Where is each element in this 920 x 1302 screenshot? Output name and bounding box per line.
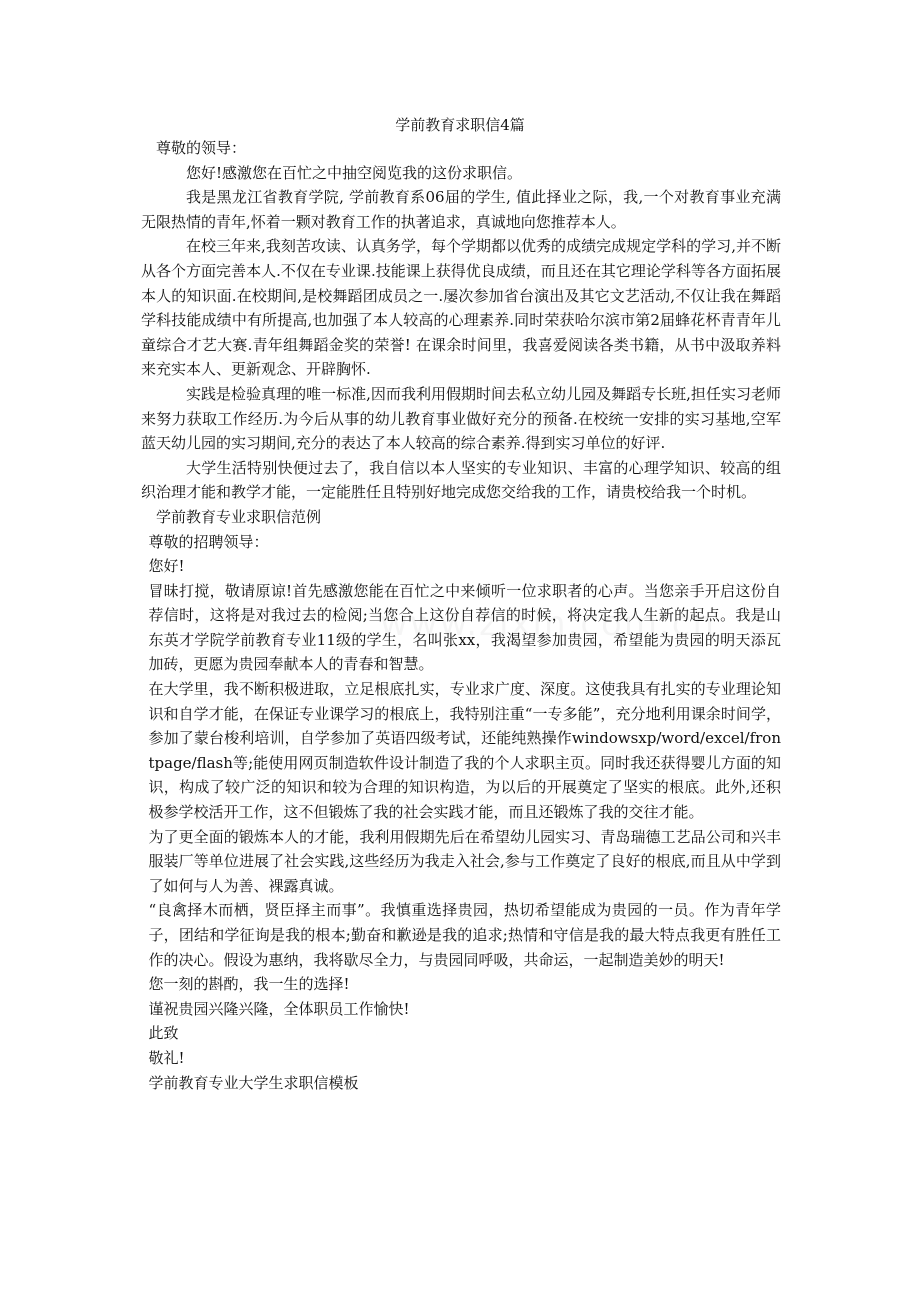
document-body xyxy=(141,136,781,1095)
paragraph: 在大学里，我不断积极进取，立足根底扎实，专业求广度、深度。这使我具有扎实的专业理论知识和自学才能，在保证专业课学习的根底上，我特别注重“一专多能”，充分地利用课余时间学，参加了蒙台梭利培训，自学参加了英语四级考试，还能纯熟操作windowsxp/word/excel/frontpage/flash等;能使用网页制造软件设计制造了我的个人求职主页。同时我还获得婴儿方面的知识，构成了较广泛的知识和较为合理的知识构造，为以后的开展奠定了坚实的根底。此外,还积极参学校活开工作，这不但锻炼了我的社会实践才能，而且还锻炼了我的交往才能。 xyxy=(148,680,781,822)
salutation: 尊敬的招聘领导： xyxy=(148,532,269,551)
greeting: 您好! xyxy=(148,557,185,576)
paragraph: 我是黑龙江省教育学院, 学前教育系06届的学生, 值此择业之际，我,一个对教育事业充满无限热情的青年,怀着一颗对教育工作的执著追求，真诚地向您推荐本人。 xyxy=(141,188,781,231)
salutation: 尊敬的领导： xyxy=(156,139,247,157)
paragraph: 为了更全面的锻炼本人的才能，我利用假期先后在希望幼儿园实习、青岛瑞德工艺品公司和兴丰服装厂等单位进展了社会实践,这些经历为我走入社会,参与工作奠定了良好的根底,而且从中学到了如何与人为善、裸露真诚。 xyxy=(148,827,781,895)
closing: 敬礼! xyxy=(148,1048,185,1067)
paragraph: 您好!感激您在百忙之中抽空阅览我的这份求职信。 xyxy=(186,163,523,182)
paragraph: 在校三年来,我刻苦攻读、认真务学，每个学期都以优秀的成绩完成规定学科的学习,并不断从各个方面完善本人.不仅在专业课.技能课上获得优良成绩，而且还在其它理论学科等各方面拓展本人的知识面.在校期间,是校舞蹈团成员之一.屡次参加省台演出及其它文艺活动,不仅让我在舞蹈学科技能成绩中有所提高,也加强了本人较高的心理素养.同时荣获哈尔滨市第2届蜂花杯青青年儿童综合才艺大赛.青年组舞蹈金奖的荣誉! 在课余时间里，我喜爱阅读各类书籍，从书中汲取养料来充实本人、更新观念、开辟胸怀. xyxy=(141,237,781,379)
section-heading: 学前教育专业求职信范例 xyxy=(156,507,322,526)
closing: 此致 xyxy=(148,1024,179,1043)
paragraph: 您一刻的斟酌，我一生的选择! xyxy=(148,975,350,994)
paragraph: 实践是检验真理的唯一标准,因而我利用假期时间去私立幼儿园及舞蹈专长班,担任实习老师来努力获取工作经历.为今后从事的幼儿教育事业做好充分的预备.在校统一安排的实习基地,空军蓝天幼儿园的实习期间,充分的表达了本人较高的综合素养.得到实习单位的好评. xyxy=(141,384,781,453)
paragraph: “良禽择木而栖，贤臣择主而事”。我慎重选择贵园，热切希望能成为贵园的一员。作为青年学子，团结和学征询是我的根本;勤奋和歉逊是我的追求;热情和守信是我的最大特点我更有胜任工作的决心。假设为惠纳，我将歇尽全力，与贵园同呼吸，共命运，一起制造美妙的明天! xyxy=(148,901,781,969)
document-title: 学前教育求职信4篇 xyxy=(395,116,525,134)
paragraph: 谨祝贵园兴隆兴隆，全体职员工作愉快! xyxy=(148,999,410,1018)
paragraph: 冒昧打搅，敬请原谅!首先感激您能在百忙之中来倾听一位求职者的心声。当您亲手开启这份自荐信时，这将是对我过去的检阅;当您合上这份自荐信的时候，将决定我人生新的起点。我是山东英才学院学前教育专业11级的学生，名叫张xx，我渴望参加贵园，希望能为贵园的明天添瓦加砖，更愿为贵园奉献本人的青春和智慧。 xyxy=(148,581,781,674)
paragraph: 大学生活特别快便过去了，我自信以本人坚实的专业知识、丰富的心理学知识、较高的组织治理才能和教学才能，一定能胜任且特别好地完成您交给我的工作，请贵校给我一个时机。 xyxy=(141,458,781,502)
section-heading: 学前教育专业大学生求职信模板 xyxy=(148,1073,359,1092)
